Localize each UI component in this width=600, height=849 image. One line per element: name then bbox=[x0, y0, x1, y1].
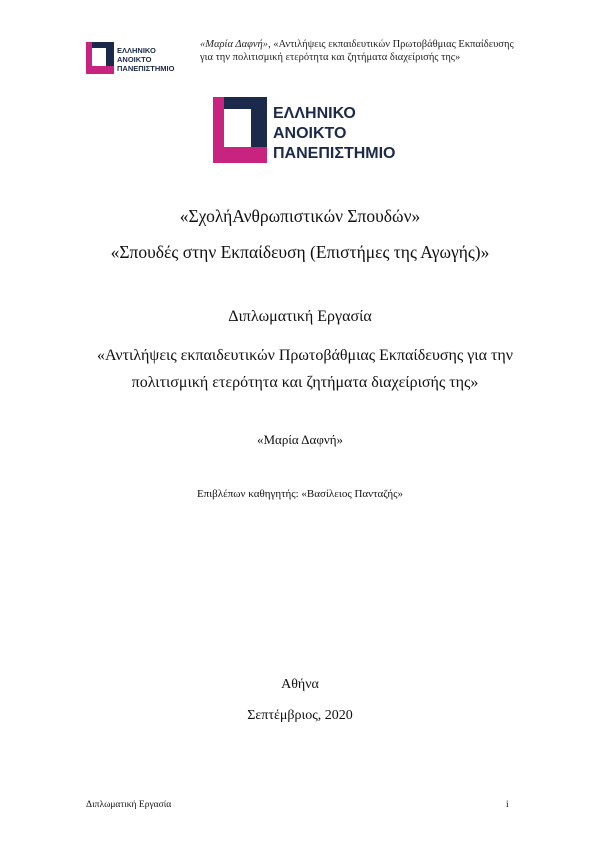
header-logo-line2: ΑΝΟΙΚΤΟ bbox=[117, 55, 152, 64]
city: Αθήνα bbox=[281, 677, 319, 692]
main-logo-line3: ΠΑΝΕΠΙΣΤΗΜΙΟ bbox=[273, 145, 396, 162]
header-logo-line1: ΕΛΛΗΝΙΚΟ bbox=[117, 46, 156, 55]
program-name: «Σπουδές στην Εκπαίδευση (Επιστήμες της Αγωγής)» bbox=[110, 242, 490, 262]
thesis-title bbox=[80, 342, 530, 396]
footer-label: Διπλωματική Εργασία bbox=[86, 800, 172, 810]
header-author: «Μαρία Δαφνή» bbox=[200, 39, 269, 50]
page-number: i bbox=[506, 800, 509, 810]
thesis-label: Διπλωματική Εργασία bbox=[228, 308, 372, 325]
university-logo-icon bbox=[86, 40, 180, 76]
date: Σεπτέμβριος, 2020 bbox=[247, 708, 353, 723]
main-logo bbox=[213, 93, 403, 164]
running-header bbox=[200, 38, 520, 64]
school-name: «ΣχολήΑνθρωπιστικών Σπουδών» bbox=[179, 206, 421, 226]
header-separator: , bbox=[268, 39, 274, 50]
header-logo bbox=[86, 40, 180, 76]
thesis-title-line2: πολιτισμική ετερότητα και ζητήματα διαχείρισής της» bbox=[131, 374, 479, 391]
thesis-title-line1: «Αντιλήψεις εκπαιδευτικών Πρωτοβάθμιας Εκπαίδευσης για την bbox=[96, 347, 514, 364]
main-logo-line2: ΑΝΟΙΚΤΟ bbox=[273, 125, 347, 142]
author-name: «Μαρία Δαφνή» bbox=[256, 432, 344, 447]
main-logo-line1: ΕΛΛΗΝΙΚΟ bbox=[273, 105, 356, 122]
header-title: «Αντιλήψεις εκπαιδευτικών Πρωτοβάθμιας Εκπαίδευσης για την πολιτισμική ετερότητα και ζητήματα διαχείρισής της» bbox=[200, 39, 514, 63]
university-main-logo-icon bbox=[213, 93, 403, 164]
header-logo-line3: ΠΑΝΕΠΙΣΤΗΜΙΟ bbox=[117, 64, 175, 73]
supervisor: Επιβλέπων καθηγητής: «Βασίλειος Πανταζής» bbox=[196, 488, 404, 500]
